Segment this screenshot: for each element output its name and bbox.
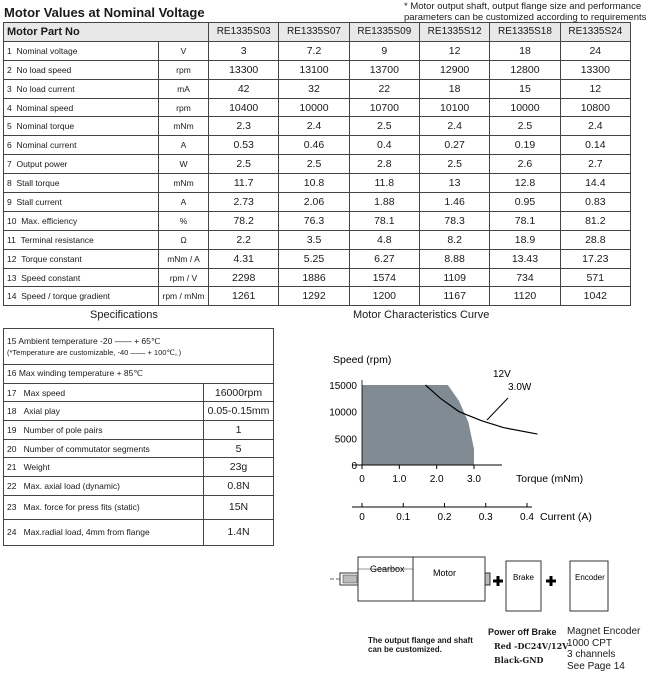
param-value: 10000 [490,98,560,117]
param-unit: % [159,211,209,230]
table-row [4,268,631,287]
x2-tick-label: 0 [359,512,365,523]
spec-value: 0.8N [204,477,274,496]
assembly-diagram [330,555,650,630]
param-value: 1109 [419,268,489,287]
param-value: 2.6 [490,155,560,174]
model-header: RE1335S18 [490,23,560,42]
param-value: 1120 [490,287,560,306]
model-header: RE1335S24 [560,23,630,42]
brake-title: Power off Brake [488,627,557,637]
param-value: 81.2 [560,211,630,230]
param-value: 9 [349,41,419,60]
param-unit: mA [159,79,209,98]
param-value: 1.46 [419,193,489,212]
x2-axis-label: Current (A) [540,511,592,523]
spec-value: 23g [204,458,274,477]
annotation-voltage: 12V [493,369,511,380]
param-value: 18 [490,41,560,60]
spec-name: 23 Max. force for press fits (static) [4,495,204,519]
brake-block [506,561,541,611]
customization-note: * Motor output shaft, output flange size and performance parameters can be customized according to requirements [404,1,647,23]
param-value: 78.1 [490,211,560,230]
param-value: 0.46 [279,136,349,155]
param-value: 12 [419,41,489,60]
param-value: 0.19 [490,136,560,155]
winding-label: 16 Max winding temperature + 85℃ [4,365,274,384]
encoder-block [570,561,608,611]
x2-tick-label: 0.2 [437,512,452,523]
param-value: 22 [349,79,419,98]
param-value: 0.27 [419,136,489,155]
table-row [4,117,631,136]
param-value: 1042 [560,287,630,306]
annotation-power: 3.0W [508,382,532,393]
param-unit: V [159,41,209,60]
table-row [4,41,631,60]
param-value: 1200 [349,287,419,306]
param-value: 10400 [209,98,279,117]
param-value: 1261 [209,287,279,306]
table-row [4,60,631,79]
brake-label: Brake [513,573,534,582]
param-value: 0.53 [209,136,279,155]
param-value: 24 [560,41,630,60]
param-unit: mNm / A [159,249,209,268]
param-name: 4 Nominal speed [4,98,159,117]
table-row [4,155,631,174]
param-value: 3 [209,41,279,60]
y-tick-label: 5000 [334,434,357,446]
param-value: 10000 [279,98,349,117]
param-value: 13.43 [490,249,560,268]
param-value: 0.4 [349,136,419,155]
table-row [4,230,631,249]
param-name: 9 Stall current [4,193,159,212]
param-value: 11.7 [209,174,279,193]
param-value: 8.88 [419,249,489,268]
param-value: 2.4 [419,117,489,136]
param-value: 2298 [209,268,279,287]
spec-name: 18 Axial play [4,402,204,421]
y-tick-label: 10000 [329,407,357,419]
table-row [4,287,631,306]
param-value: 2.8 [349,155,419,174]
param-name: 12 Torque constant [4,249,159,268]
param-unit: A [159,193,209,212]
specifications-table [3,328,274,546]
param-value: 15 [490,79,560,98]
param-value: 4.31 [209,249,279,268]
param-unit: mNm [159,174,209,193]
param-value: 32 [279,79,349,98]
param-value: 78.3 [419,211,489,230]
param-value: 2.7 [560,155,630,174]
annotation-pointer [487,398,508,420]
param-value: 2.06 [279,193,349,212]
y-tick-label: 15000 [329,381,357,392]
param-value: 42 [209,79,279,98]
ambient-label: 15 Ambient temperature -20 —— + 65℃ [7,335,161,346]
spec-value: 16000rpm [204,383,274,402]
param-value: 1.88 [349,193,419,212]
param-unit: rpm / V [159,268,209,287]
x-axis-label: Torque (mNm) [516,473,584,485]
spec-row [4,458,274,477]
param-value: 18 [419,79,489,98]
spec-name: 17 Max speed [4,383,204,402]
x-tick-label: 0 [359,474,365,485]
y-tick-label: 0 [351,461,357,472]
param-value: 13100 [279,60,349,79]
param-value: 10.8 [279,174,349,193]
param-value: 4.8 [349,230,419,249]
param-value: 7.2 [279,41,349,60]
param-value: 1574 [349,268,419,287]
param-value: 78.2 [209,211,279,230]
spec-value: 1 [204,421,274,440]
param-name: 7 Output power [4,155,159,174]
param-unit: rpm / mNm [159,287,209,306]
spec-name: 22 Max. axial load (dynamic) [4,477,204,496]
param-unit: W [159,155,209,174]
param-unit: A [159,136,209,155]
param-unit: mNm [159,117,209,136]
param-value: 2.73 [209,193,279,212]
param-name: 14 Speed / torque gradient [4,287,159,306]
param-value: 11.8 [349,174,419,193]
param-name: 5 Nominal torque [4,117,159,136]
motor-values-table [3,22,631,306]
chart-title: Motor Characteristics Curve [353,309,490,321]
param-value: 78.1 [349,211,419,230]
page-title: Motor Values at Nominal Voltage [4,5,205,20]
winding-row [4,365,274,384]
param-value: 18.9 [490,230,560,249]
param-value: 3.5 [279,230,349,249]
specifications-title: Specifications [90,309,158,321]
param-value: 12.8 [490,174,560,193]
param-value: 10700 [349,98,419,117]
ambient-row [4,329,274,365]
spec-name: 21 Weight [4,458,204,477]
table-header-row [4,23,631,42]
spec-row [4,495,274,519]
characteristics-chart [300,340,600,530]
spec-row [4,383,274,402]
param-value: 1292 [279,287,349,306]
param-value: 13300 [560,60,630,79]
spec-value: 1.4N [204,519,274,545]
brake-wiring-black: Black-GND [494,655,544,665]
param-value: 10800 [560,98,630,117]
operating-region [362,385,474,465]
spec-row [4,519,274,545]
encoder-label: Encoder [575,573,605,582]
output-note: The output flange and shaft can be customized. [368,636,473,654]
param-value: 734 [490,268,560,287]
param-value: 12900 [419,60,489,79]
param-value: 0.95 [490,193,560,212]
model-header: RE1335S07 [279,23,349,42]
param-name: 6 Nominal current [4,136,159,155]
model-header: RE1335S09 [349,23,419,42]
param-name: 2 No load speed [4,60,159,79]
model-header: RE1335S03 [209,23,279,42]
param-name: 3 No load current [4,79,159,98]
param-value: 2.5 [419,155,489,174]
table-row [4,211,631,230]
motor-part-label: Motor Part No [4,23,209,42]
param-name: 8 Stall torque [4,174,159,193]
param-unit: rpm [159,98,209,117]
param-value: 12 [560,79,630,98]
table-row [4,174,631,193]
param-name: 13 Speed constant [4,268,159,287]
param-unit: rpm [159,60,209,79]
x2-tick-label: 0.4 [520,512,534,523]
x-tick-label: 2.0 [429,474,444,485]
param-value: 2.5 [490,117,560,136]
param-value: 17.23 [560,249,630,268]
param-value: 14.4 [560,174,630,193]
x-tick-label: 1.0 [392,474,407,485]
param-value: 28.8 [560,230,630,249]
param-name: 10 Max. efficiency [4,211,159,230]
spec-row [4,421,274,440]
param-value: 2.4 [560,117,630,136]
param-value: 0.14 [560,136,630,155]
x2-tick-label: 0.3 [478,512,493,523]
param-value: 76.3 [279,211,349,230]
x2-tick-label: 0.1 [396,512,411,523]
motor-block [413,557,485,601]
spec-row [4,402,274,421]
spec-name: 20 Number of commutator segments [4,439,204,458]
spec-row [4,477,274,496]
table-row [4,249,631,268]
param-value: 5.25 [279,249,349,268]
model-header: RE1335S12 [419,23,489,42]
param-value: 2.5 [209,155,279,174]
param-value: 0.83 [560,193,630,212]
spec-value: 5 [204,439,274,458]
table-row [4,193,631,212]
param-value: 571 [560,268,630,287]
param-unit: Ω [159,230,209,249]
spec-value: 15N [204,495,274,519]
param-value: 2.2 [209,230,279,249]
param-value: 1886 [279,268,349,287]
gearbox-label: Gearbox [370,564,405,574]
param-value: 2.5 [279,155,349,174]
encoder-info: Magnet Encoder 1000 CPT 3 channels See Page 14 [567,626,641,672]
param-value: 13300 [209,60,279,79]
spec-name: 19 Number of pole pairs [4,421,204,440]
table-row [4,98,631,117]
param-value: 12800 [490,60,560,79]
param-value: 6.27 [349,249,419,268]
y-axis-label: Speed (rpm) [333,354,392,366]
param-value: 2.4 [279,117,349,136]
spec-name: 24 Max.radial load, 4mm from flange [4,519,204,545]
param-name: 11 Terminal resistance [4,230,159,249]
ambient-sub: (*Temperature are customizable, -40 —— + 100℃。) [7,347,182,357]
brake-wiring-red: Red -DC24V/12V [494,641,569,651]
param-value: 10100 [419,98,489,117]
table-row [4,79,631,98]
param-value: 13700 [349,60,419,79]
motor-label: Motor [433,568,457,578]
x-tick-label: 3.0 [467,474,481,485]
param-value: 2.5 [349,117,419,136]
param-value: 13 [419,174,489,193]
spec-value: 0.05-0.15mm [204,402,274,421]
param-value: 2.3 [209,117,279,136]
spec-row [4,439,274,458]
param-value: 1167 [419,287,489,306]
param-value: 8.2 [419,230,489,249]
param-name: 1 Nominal voltage [4,41,159,60]
table-row [4,136,631,155]
